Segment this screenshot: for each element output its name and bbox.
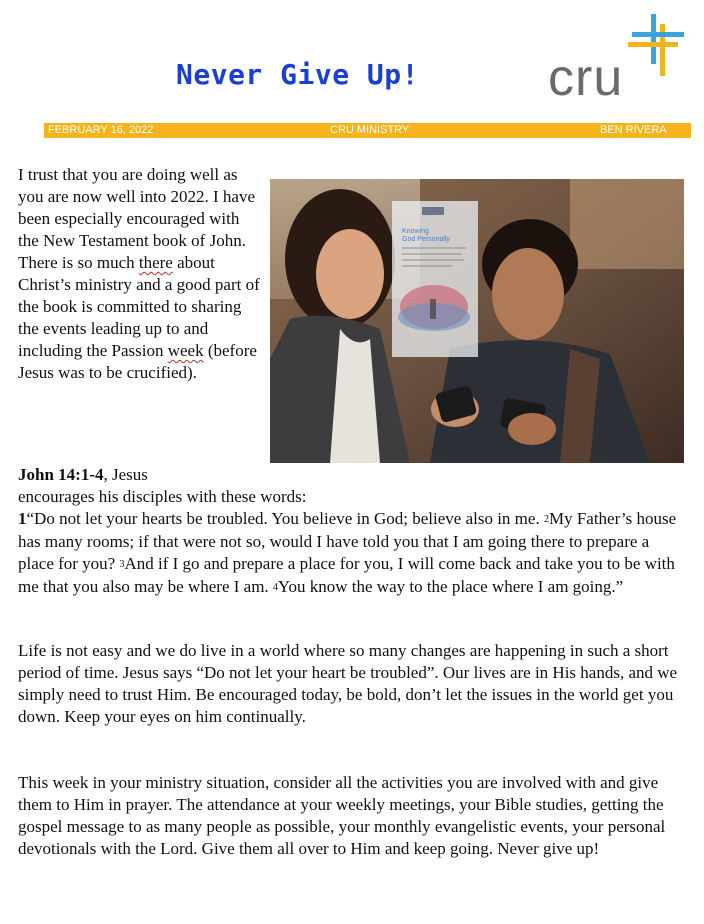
booklet-title-1: Knowing — [402, 228, 429, 235]
scripture-reference: John 14:1-4 — [18, 465, 104, 484]
intro-paragraph: I trust that you are doing well as you are now well into 2022. I have been especially encouraged with the New Testament book of John. There is so much there about Christ’s ministry and a good part of the book is committed to sharing the events leading up to and including the Passion week (before Jesus was to be crucified). — [18, 165, 260, 382]
band-author: BEN RIVERA — [600, 124, 667, 136]
body-paragraph: Life is not easy and we do live in a world where so many changes are happening in such a short period of time. Jesus says “Do not let your heart be troubled”. Our lives are in His hands, and we simply need to trust Him. Be encouraged today, be bold, don’t let the issues in the world get you down. Keep your eyes on him continually. — [18, 641, 678, 726]
spellcheck-word: week — [167, 341, 204, 360]
booklet-title-2: God Personally — [402, 236, 450, 243]
spellcheck-word: there — [138, 253, 173, 272]
students-photo — [270, 179, 684, 463]
cru-logo — [548, 10, 688, 107]
scripture-intro: John 14:1-4, Jesus encourages his disciples with these words: — [18, 465, 307, 506]
info-band — [44, 123, 691, 138]
band-ministry: CRU MINISTRY — [330, 124, 410, 136]
logo-wordmark: cru — [548, 49, 624, 107]
newsletter-title: Never Give Up! — [176, 58, 420, 91]
band-date: FEBRUARY 16, 2022 — [48, 124, 154, 136]
scripture-passage: 1“Do not let your hearts be troubled. You believe in God; believe also in me. $^2$My Father’s house has many rooms; if that were not so, would I have told you that I am going there to prepare a place for you? $^3$And if I go and prepare a place for you, I will come back and take you to be with me that you also may be where I am. $^4$You know the way to the place where I am going.” — [18, 509, 677, 596]
body-paragraph: This week in your ministry situation, consider all the activities you are involved with and give them to Him in prayer. The attendance at your weekly meetings, your Bible studies, getting the gospel message to as many people as possible, your monthly evangelistic events, your personal devotionals with the Lord. Give them all over to Him and keep going. Never give up! — [18, 773, 666, 858]
